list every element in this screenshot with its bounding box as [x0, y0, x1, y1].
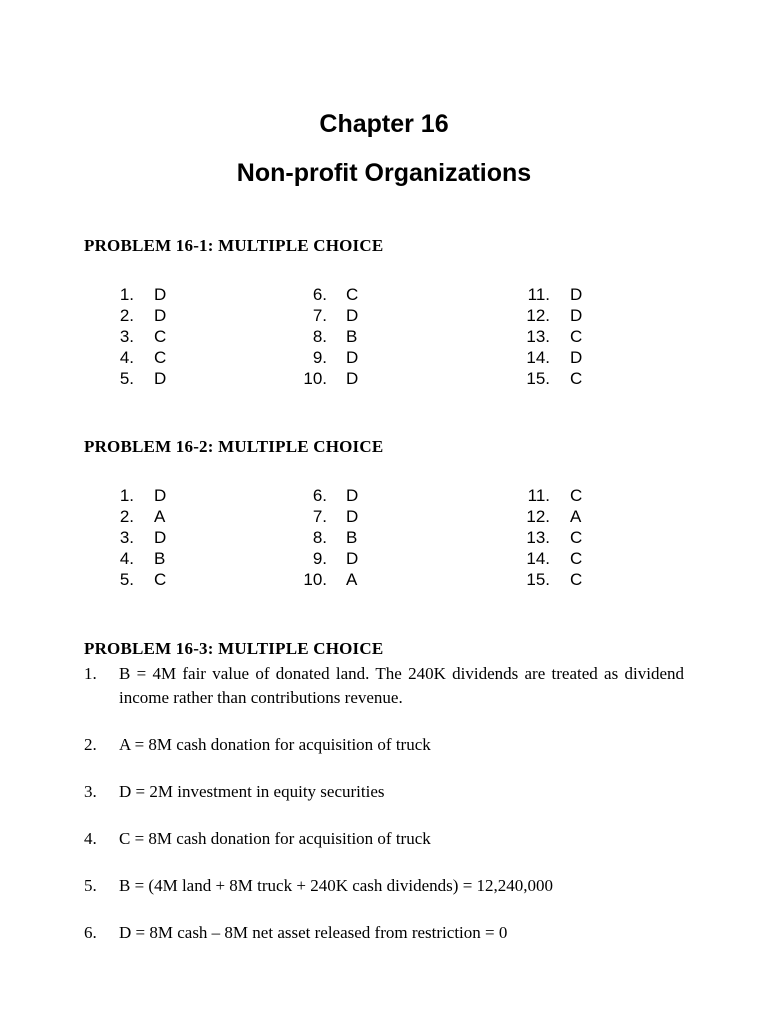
question-number: 1. — [119, 285, 134, 304]
question-number: 9. — [312, 348, 327, 367]
answer-letter: D — [570, 348, 583, 367]
problem-16-1-heading: PROBLEM 16-1: MULTIPLE CHOICE — [84, 236, 384, 255]
explanation-text: D = 2M investment in equity securities — [119, 782, 385, 801]
answer-letter: D — [346, 549, 359, 568]
explanation-text: B = 4M fair value of donated land. The 240K dividends are treated as dividend income rather than contributions revenue. — [119, 664, 684, 707]
answer-letter: C — [570, 549, 583, 568]
answer-letter: D — [346, 486, 359, 505]
explanation-item — [84, 921, 684, 945]
explanation-text: D = 8M cash – 8M net asset released from restriction = 0 — [119, 923, 508, 942]
explanation-text: A = 8M cash donation for acquisition of truck — [119, 735, 431, 754]
question-number: 4. — [119, 348, 134, 367]
question-number: 6. — [312, 486, 327, 505]
answer-letter: D — [570, 306, 583, 325]
problem-16-3-explanation-list — [84, 662, 684, 945]
question-number: 3. — [119, 528, 134, 547]
answer-letter: D — [346, 369, 359, 388]
answer-letter: A — [346, 570, 358, 589]
answer-letter: C — [346, 285, 359, 304]
question-number: 13. — [526, 327, 550, 346]
answer-letter: B — [346, 327, 358, 346]
chapter-title: Chapter 16 — [319, 110, 449, 138]
answer-letter: B — [346, 528, 358, 547]
question-number: 9. — [312, 549, 327, 568]
question-number: 2. — [119, 306, 134, 325]
explanation-number: 4. — [84, 829, 97, 848]
question-number: 4. — [119, 549, 134, 568]
chapter-subtitle: Non-profit Organizations — [236, 159, 532, 187]
answer-letter: C — [570, 327, 583, 346]
answer-letter: D — [346, 348, 359, 367]
question-number: 11. — [527, 285, 550, 304]
question-number: 8. — [312, 528, 327, 547]
problem-16-2-heading: PROBLEM 16-2: MULTIPLE CHOICE — [84, 437, 384, 456]
question-number: 7. — [312, 507, 327, 526]
question-number: 15. — [526, 369, 550, 388]
question-number: 10. — [303, 369, 327, 388]
explanation-number: 2. — [84, 735, 97, 754]
question-number: 7. — [312, 306, 327, 325]
answer-letter: C — [154, 327, 167, 346]
answer-letter: D — [154, 285, 167, 304]
question-number: 12. — [526, 507, 550, 526]
answer-letter: A — [154, 507, 166, 526]
explanation-item — [84, 733, 684, 757]
answer-letter: C — [154, 570, 167, 589]
explanation-item — [84, 780, 684, 804]
question-number: 8. — [312, 327, 327, 346]
answer-letter: D — [154, 486, 167, 505]
question-number: 12. — [526, 306, 550, 325]
answer-letter: D — [154, 369, 167, 388]
question-number: 14. — [526, 348, 550, 367]
question-number: 14. — [526, 549, 550, 568]
question-number: 15. — [526, 570, 550, 589]
problem-16-3-heading: PROBLEM 16-3: MULTIPLE CHOICE — [84, 639, 384, 658]
answer-letter: C — [570, 486, 583, 505]
question-number: 11. — [527, 486, 550, 505]
explanation-text: B = (4M land + 8M truck + 240K cash dividends) = 12,240,000 — [119, 876, 554, 895]
explanation-number: 1. — [84, 664, 97, 683]
question-number: 13. — [526, 528, 550, 547]
explanation-item — [84, 662, 684, 710]
question-number: 6. — [312, 285, 327, 304]
explanation-number: 5. — [84, 876, 97, 895]
answer-letter: D — [346, 507, 359, 526]
explanation-number: 3. — [84, 782, 97, 801]
question-number: 3. — [119, 327, 134, 346]
answer-letter: A — [570, 507, 582, 526]
answer-letter: C — [154, 348, 167, 367]
explanation-item — [84, 827, 684, 851]
explanation-number: 6. — [84, 923, 97, 942]
answer-letter: D — [154, 528, 167, 547]
question-number: 10. — [303, 570, 327, 589]
answer-letter: C — [570, 369, 583, 388]
explanation-item — [84, 874, 684, 898]
question-number: 1. — [119, 486, 134, 505]
answer-letter: C — [570, 528, 583, 547]
answer-letter: B — [154, 549, 166, 568]
question-number: 5. — [119, 369, 134, 388]
answer-letter: D — [570, 285, 583, 304]
answer-letter: D — [154, 306, 167, 325]
explanation-text: C = 8M cash donation for acquisition of truck — [119, 829, 431, 848]
answer-letter: D — [346, 306, 359, 325]
question-number: 5. — [119, 570, 134, 589]
answer-letter: C — [570, 570, 583, 589]
question-number: 2. — [119, 507, 134, 526]
